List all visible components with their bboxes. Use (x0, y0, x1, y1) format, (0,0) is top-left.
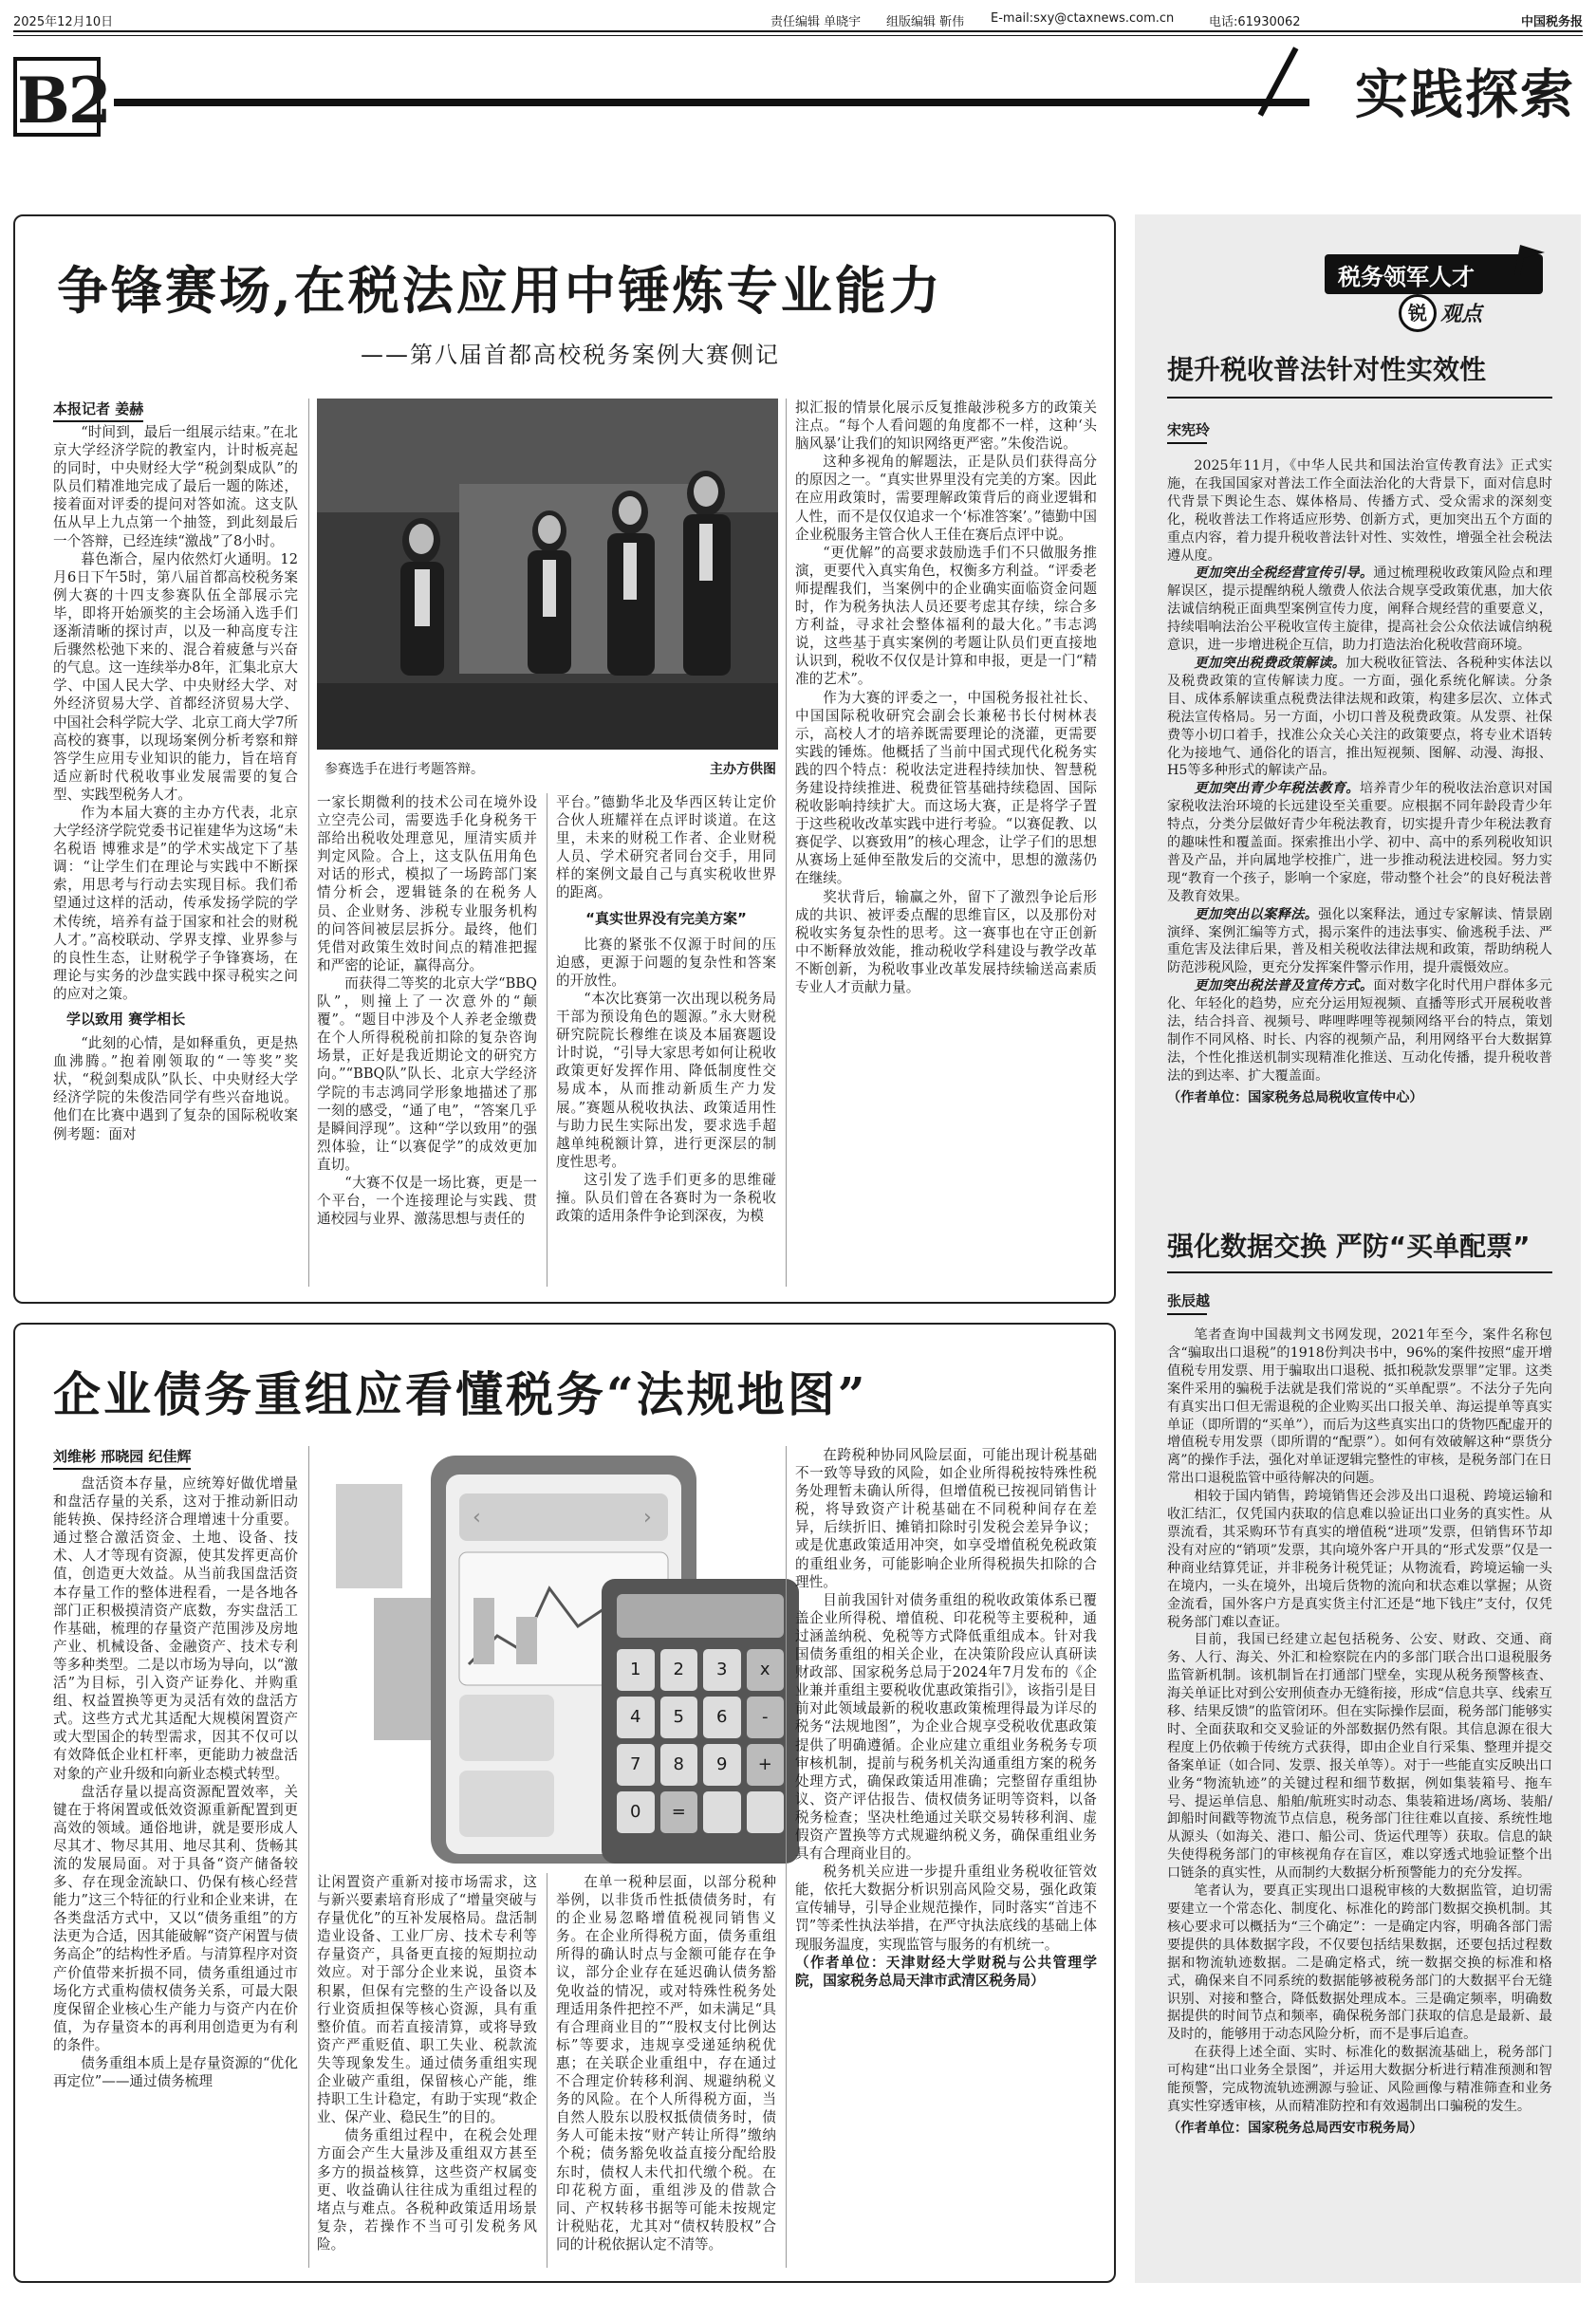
paragraph: 作为大赛的评委之一，中国税务报社社长、中国国际税收研究会副会长兼秘书长付树林表示，高校人才的培养既需要理论的浇灌，更需要实践的锤炼。他概括了当前中国式现代化税务实践的四个特点：税收法定进程持续加快、智慧税务建设持续推进、税费征管基础持续稳固、国际税收影响持续扩大。而这场大赛，正是将学子置于这些税收改革实践中进行考验。“以赛促教、以赛促学、以赛致用”的核心理念，让学子们的思想从赛场上延伸至散发后的交流中，思想的激荡仍在继续。 (795, 689, 1097, 887)
paragraph: “更优解”的高要求鼓励选手们不只做服务推演，更要代入真实角色，权衡多方利益。“评委老师提醒我们，当案例中的企业确实面临资金问题时，作为税务执法人员还要考虑其存续，综合多方利益，寻求社会整体福利的最大化。”韦志鸿说，这些基于真实案例的考题让队员们更直接地认识到，税收不仅仅是计算和申报，更是一门“精准的艺术”。 (795, 544, 1097, 688)
paragraph-lead: 更加突出青少年税法教育。 (1194, 781, 1360, 797)
masthead (13, 8, 1583, 28)
paragraph: “时间到，最后一组展示结束。”在北京大学经济学院的教室内，计时板亮起的同时，中央财经大学“税剑梨成队”的队员们精准地完成了最后一题的陈述，接着面对评委的提问对答如流。这支队伍从早上九点第一个抽签，到此刻最后一个答辩，已经连续“激战”了8小时。 (53, 424, 298, 549)
calculator-key: 1 (617, 1649, 655, 1691)
badge-title: 税务领军人才 (1338, 264, 1475, 290)
paragraph-text: 培养青少年的税收法治意识对国家税收法治环境的长远建设至关重要。应根据不同年龄段青少年特点，分类分层做好青少年税法教育，切实提升青少年税法教育的趣味性和覆盖面。探索推出小学、初中、高中的系列税收知识普及产品，并向属地学校推广，进一步推动税法进校园。努力实现“教育一个孩子，影响一个家庭，带动整个社会”的良好税法普及教育效果。 (1167, 781, 1552, 904)
article2-byline: 刘维彬 邢晓园 纪佳辉 (53, 1446, 191, 1470)
sidebar-article2-byline: 张辰越 (1167, 1292, 1211, 1309)
article2-title: 企业债务重组应看懂税务“法规地图” (53, 1366, 868, 1422)
sidebar-rule (1167, 397, 1552, 399)
paragraph-text: 通过梳理税收政策风险点和理解误区，提示提醒纳税人缴费人依法合规享受政策优惠，加大依法诚信纳税正面典型案例宣传力度，阐释合规经营的重要意义，持续唱响法治公平税收宣传主旋律，提高社会公众依法诚信纳税意识，进一步增进税企互信，助力打造法治化税收营商环境。 (1167, 566, 1552, 654)
paragraph: 债务重组过程中，在税会处理方面会产生大量涉及重组双方甚至多方的损益核算，这些资产权属变更、收益确认往往成为重组过程的堵点与难点。各税种政策适用场景复杂，若操作不当可引发税务风险。 (317, 2127, 537, 2253)
paragraph: 在单一税种层面，以部分税种举例，以非货币性抵债债务时，有的企业易忽略增值税视同销售义务。在企业所得税方面，债务重组所得的确认时点与金额可能存在争议，部分企业存在延迟确认债务豁免收益的情况，或对特殊性税务处理适用条件把控不严，如未满足“具有合理商业目的”“股权支付比例达标”等要求，违规享受递延纳税优惠；在关联企业重组中，存在通过不合理定价转移利润、规避纳税义务的风险。在个人所得税方面，当自然人股东以股权抵债债务时，债务人可能未按“财产转让所得”缴纳个税；债务豁免收益直接分配给股东时，债权人未代扣代缴个税。在印花税方面，重组涉及的借款合同、产权转移书据等可能未按规定计税贴花，尤其对“债权转股权”合同的计税依据认定不清等。 (556, 1874, 776, 2253)
article1-column-3 (556, 793, 776, 1287)
article1-photo (317, 399, 778, 750)
article2-column-2 (317, 1873, 537, 2268)
article2-author-unit: （作者单位：天津财经大学财税与公共管理学院，国家税务总局天津市武清区税务局） (795, 1954, 1097, 1989)
paragraph: “大赛不仅是一场比赛，更是一个平台，一个连接理论与实践、贯通校园与业界、激荡思想与责任的 (317, 1174, 537, 1228)
sidebar-byline-rule (1167, 442, 1207, 444)
calculator-key: 0 (617, 1791, 655, 1833)
sidebar-article2-body (1167, 1326, 1552, 2275)
paragraph: 平台。”德勤华北及华西区转让定价合伙人班耀祥在点评时谈道。在这里，未来的财税工作者、企业财税人员、学术研究者同台交手，用同样的案例文最自己与真实税收世界的距离。 (556, 794, 776, 901)
newspaper-name: 中国税务报 (1520, 15, 1583, 29)
calculator-key: + (747, 1744, 785, 1786)
paragraph (1167, 780, 1552, 905)
calculator-key: 4 (617, 1697, 655, 1738)
paragraph (1167, 565, 1552, 655)
calculator-key: = (660, 1791, 698, 1833)
paragraph-text: 强化以案释法，通过专家解读、情景剧演绎、案例汇编等方式，揭示案件的违法事实、偷逃税手法、严重危害及法律后果，普及相关税收法律法规和政策，帮助纳税人防范涉税风险，更充分发挥案件警示作用，提升震慑效应。 (1167, 906, 1552, 976)
sidebar-rule (1167, 1271, 1552, 1273)
paragraph: 在跨税种协同风险层面，可能出现计税基础不一致等导致的风险，如企业所得税按特殊性税务处理暂未确认所得，但增值税已按视同销售计税，将导致资产计税基础在不同税种间存在差异，后续折旧、摊销扣除时引发税会差异争议；或是优惠政策适用冲突，如享受增值税免税政策的重组业务，可能影响企业所得税损失扣除的合理性。 (795, 1447, 1097, 1590)
calculator-keypad (617, 1649, 784, 1833)
svg-text:›: › (643, 1506, 652, 1530)
sidebar-byline-rule (1167, 1313, 1207, 1315)
calculator-key: 9 (703, 1744, 741, 1786)
badge-seal: 锐 (1399, 294, 1437, 332)
calculator-key: 6 (703, 1697, 741, 1738)
editor-email: E-mail:sxy@ctaxnews.com.cn (991, 11, 1175, 26)
page-number: B2 (13, 57, 101, 137)
paragraph: 比赛的紧张不仅源于时间的压迫感，更源于问题的复杂性和答案的开放性。 (556, 936, 776, 989)
paragraph: 债务重组本质上是存量资源的“优化再定位”——通过债务梳理 (53, 2055, 298, 2090)
header-bar (114, 99, 1309, 106)
paragraph-text: 2025年11月，《中华人民共和国法治宣传教育法》正式实施，在我国国家对普法工作全面法治化的大背景下，面对信息时代背景下舆论生态、媒体格局、传播方式、受众需求的深刻变化，税收普法工作将适应形势、创新方式，更加突出五个方面的重点内容，着力提升税收普法针对性、实效性，增强全社会税法遵从度。 (1167, 458, 1552, 564)
article1-subhead-2: “真实世界没有完美方案” (585, 909, 747, 927)
responsible-editor: 责任编辑 单晓宇 (770, 15, 862, 29)
editor-phone: 电话:61930062 (1209, 15, 1301, 29)
paragraph: 相较于国内销售，跨境销售还会涉及出口退税、跨境运输和收汇结汇，仅凭国内获取的信息难以验证出口业务的真实性。从票流看，其采购环节有真实的增值税“进项”发票，但销售环节却没有对应的“销项”发票，其向境外客户开具的“形式发票”仅是一种商业结算凭证，并非税务计税凭证；从物流看，跨境运输一头在境内，一头在境外，出境后货物的流向和状态难以掌握；从资金流看，国外客户方是真实货主付汇还是“地下钱庄”支付，仅凭税务部门难以查证。 (1167, 1489, 1552, 1630)
flag-icon (1511, 241, 1549, 279)
top-rule-thin (13, 35, 1583, 36)
article1-byline: 本报记者 姜赫 (53, 399, 143, 422)
paragraph: “此刻的心情，是如释重负，更是热血沸腾。”抱着刚领取的“一等奖”奖状，“税剑梨成队”队长、中央财经大学经济学院的朱俊浩同学有些兴奋地说。他们在比赛中遇到了复杂的国际税收案例考题：面对 (53, 1035, 298, 1142)
sidebar-article2-title: 强化数据交换 严防“买单配票” (1167, 1231, 1531, 1262)
paragraph: 暮色渐合，屋内依然灯火通明。12月6日下午5时，第八届首都高校税务案例大赛的十四支参赛队伍全部展示完毕，即将开始颁奖的主会场涌入选手们逐渐清晰的探讨声，以及一种高度专注后骤然松弛下来的、混合着疲惫与兴奋的气息。这一连续举办8年，汇集北京大学、中国人民大学、中央财经大学、对外经济贸易大学、首都经济贸易大学、中国社会科学院大学、北京工商大学7所高校的赛事，以现场案例分析考察和辩答学生应用专业知识的能力，旨在培育适应新时代税收事业发展需要的复合型、实践型税务人才。 (53, 550, 298, 803)
paragraph (1167, 457, 1552, 565)
svg-text:‹: ‹ (473, 1506, 481, 1530)
paragraph: 一家长期微利的技术公司在境外设立空壳公司，需要选手化身税务干部给出税收处理意见，厘清实质并判定风险。合上，这支队伍用角色对话的形式，模拟了一场跨部门案情分析会，逻辑链条的在税务人员、企业财务、涉税专业服务机构的问答间被层层拆分。最终，他们凭借对政策生效时间点的精准把握和严密的论证，赢得高分。 (317, 794, 537, 974)
article2-column-1 (53, 1475, 298, 2268)
article2-illustration (317, 1446, 799, 1864)
paragraph: 税务机关应进一步提升重组业务税收征管效能，依托大数据分析识别高风险交易，强化政策宣传辅导，引导企业规范操作，同时落实“首违不罚”等柔性执法举措，在严守执法底线的基础上体现服务温度，实现监管与服务的有机统一。 (795, 1864, 1097, 1953)
opinion-sidebar (1135, 214, 1581, 2283)
top-rule (13, 30, 1583, 32)
calculator-key: x (747, 1649, 785, 1691)
calculator-key (747, 1791, 785, 1833)
paragraph: 让闲置资产重新对接市场需求，这与新兴要素培育形成了“增量突破与存量优化”的互补发展格局。盘活制造业设备、工业厂房、技术专利等存量资产，具备更直接的短期拉动效应。对于部分企业来说，虽资本积累，但保有完整的生产设备以及行业资质担保等核心资源，具有重整价值。而若直接清算，或将导致资产严重贬值、职工失业、税款流失等现象发生。通过债务重组实现企业破产重组，保留核心产能，维持职工生计稳定，有助于实现“救企业、保产业、稳民生”的目的。 (317, 1874, 537, 2126)
paragraph-text: 加大税收征管法、各税种实体法以及税费政策的宣传解读力度。一方面，强化系统化解读。分条目、成体系解读重点税费法律法规和政策，构建多层次、立体式税法宣传格局。另一方面，小切口普及税费政策。从发票、社保费等小切口着手，找准公众关心关注的政策要点，将专业术语转化为接地气、通俗化的语言，推出短视频、图解、动漫、海报、H5等多种形式的解读产品。 (1167, 655, 1552, 779)
photo-credit: 主办方供图 (710, 762, 776, 777)
paragraph-lead: 更加突出以案释法。 (1194, 906, 1319, 922)
paragraph: 在获得上述全面、实时、标准化的数据流基础上，税务部门可构建“出口业务全景图”，并运用大数据分析进行精准预测和智能预警，完成物流轨迹溯源与验证、风险画像与精准筛查和业务真实性穿透审核，从而精准防控和有效遏制出口骗税的发生。 (1167, 2045, 1552, 2114)
sidebar-article1-byline: 宋宪玲 (1167, 421, 1211, 438)
sidebar-article1-body (1167, 457, 1552, 1197)
calculator-key (703, 1791, 741, 1833)
article2-column-4 (795, 1446, 1097, 2268)
column-badge (1325, 241, 1552, 336)
photo-caption: 参赛选手在进行考题答辩。 (325, 762, 484, 777)
paragraph (1167, 977, 1552, 1085)
calculator-key: 5 (660, 1697, 698, 1738)
column-divider (786, 399, 787, 1287)
paragraph: 拟汇报的情景化展示反复推敲涉税多方的政策关注点。“每个人看问题的角度都不一样，这种‘头脑风暴’让我们的知识网络更严密。”朱俊浩说。 (795, 399, 1097, 453)
section-title: 实践探索 (1355, 64, 1575, 126)
paragraph: 这引发了选手们更多的思维碰撞。队员们曾在各赛时为一条税收政策的适用条件争论到深夜，为模 (556, 1171, 776, 1225)
paragraph: 作为本届大赛的主办方代表，北京大学经济学院党委书记崔建华为这场“未名税语 博雅求是”的学术实战定下了基调：“让学生们在理论与实践中不断探索，用思考与行动去实现目标。我们希望通过这样的活动，传承发扬学院的学术传统，培养有益于国家和社会的财税人才。”高校联动、学界支撑、业界参与的良性生态，让财税学子争锋赛场，在理论与实务的沙盘实践中探寻税实之问的应对之策。 (53, 804, 298, 1002)
calculator-key: - (747, 1697, 785, 1738)
article1-column-2 (317, 793, 537, 1287)
column-divider (308, 399, 309, 1287)
sidebar-article1-title: 提升税收普法针对性实效性 (1167, 354, 1487, 385)
paragraph: 这种多视角的解题法，正是队员们获得高分的原因之一。“真实世界里没有完美的方案。因此在应用政策时，需要理解政策背后的商业逻辑和人性，而不是仅仅追求一个‘标准答案’。”德勤中国企业税服务主管合伙人王佳在赛后点评中说。 (795, 454, 1097, 543)
calculator-key: 2 (660, 1649, 698, 1691)
paragraph-lead: 更加突出税费政策解读。 (1194, 655, 1346, 671)
layout-editor: 组版编辑 靳伟 (886, 15, 965, 29)
paragraph: 笔者查询中国裁判文书网发现，2021年至今，案件名称包含“骗取出口退税”的1918份判决书中，96%的案件按照“虚开增值税专用发票、用于骗取出口退税、抵扣税款发票罪”定罪。这类案件采用的骗税手法就是我们常说的“买单配票”。不法分子先向有真实出口但无需退税的企业购买出口报关单、海运提单等真实单证（即所谓的“买单”），而后为这些真实出口的货物匹配虚开的增值税专用发票（即所谓的“配票”）。如何有效破解这种“票货分离”的操作手法，强化对单证逻辑完整性的审核，是税务部门在日常出口退税监管中亟待解决的问题。 (1167, 1327, 1552, 1487)
article1-subhead-1: 学以致用 赛学相长 (66, 1011, 186, 1028)
calculator-key: 7 (617, 1744, 655, 1786)
article1-title: 争锋赛场,在税法应用中锤炼专业能力 (57, 260, 943, 321)
paragraph (1167, 655, 1552, 780)
photo-illustration (317, 399, 778, 750)
column-divider (308, 1446, 309, 2268)
issue-date: 2025年12月10日 (13, 15, 114, 29)
paragraph: 目前，我国已经建立起包括税务、公安、财政、交通、商务、人行、海关、外汇和检察院在内的多部门联合出口退税服务监管新机制。该机制旨在打通部门壁垒，实现从税务预警核查、海关单证比对到公安刑侦查办无缝衔接，形成“信息共享、线索互移、结果反馈”的监管闭环。但在实际操作层面，税务部门能够实时、全面获取和交叉验证的外部数据仍然有限。其信息源在很大程度上仍依赖于传统方式获得，即由企业自行采集、整理并提交备案单证（如合同、发票、报关单等）。对于一些能直实反映出口业务“物流轨迹”的关键过程和细节数据，例如集装箱号、拖车号、提运单信息、船舶/航班实时动态、集装箱进场/离场、装船/卸船时间戳等物流节点信息，税务部门往往难以直接、系统性地从源头（如海关、港口、船公司、货运代理等）获取。信息的缺失使得税务部门的审核视角存在盲区，难以穿透式地验证整个出口链条的真实性，从而制约大数据分析预警能力的充分发挥。 (1167, 1632, 1552, 1882)
calculator-key: 8 (660, 1744, 698, 1786)
article1-column-4 (795, 399, 1097, 1287)
paragraph-text: 面对数字化时代用户群体多元化、年轻化的趋势，应充分运用短视频、直播等形式开展税收普法，结合抖音、视频号、哔哩哔哩等视频网络平台的特点，策划制作不同风格、时长、内容的视频产品，利用网络平台大数据算法，个性化推送机制实现精准化推送、互动化传播，提升税收普法的到达率、扩大覆盖面。 (1167, 978, 1552, 1084)
paragraph: 盘活资本存量，应统筹好做优增量和盘活存量的关系，这对于推动新旧动能转换、保持经济合理增速十分重要。通过整合激活资金、土地、设备、技术、人才等现有资源，使其发挥更高价值，创造更大效益。从当前我国盘活资本存量工作的整体进程看，一是各地各部门正积极摸清资产底数，夯实盘活工作基础，梳理的存量资产范围涉及房地产业、机械设备、金融资产、技术专利等多种类型。二是以市场为导向，以“激活”为目标，引入资产证券化、并购重组、权益置换等更为灵活有效的盘活方式。这些方式尤其适配大规模闲置资产或大型国企的转型需求，因其不仅可以有效降低企业杠杆率，更能助力被盘活对象的产业升级和向新业态模式转型。 (53, 1475, 298, 1782)
badge-subtitle: 观点 (1440, 302, 1483, 326)
sidebar-article1-unit: （作者单位：国家税务总局税收宣传中心） (1167, 1089, 1423, 1105)
article1-column-1 (53, 423, 298, 1287)
paragraph: “本次比赛第一次出现以税务局干部为预设角色的题源。”永大财税研究院院长穆维在谈及本届赛题设计时说，“引导大家思考如何让税收政策更好发挥作用、降低制度性交易成本，从而推动新质生产力发展。”赛题从税收执法、政策适用性与助力民生实际出发，要求选手超越单纯税额计算，进行更深层的制度性思考。 (556, 990, 776, 1170)
paragraph: 目前我国针对债务重组的税收政策体系已覆盖企业所得税、增值税、印花税等主要税种，通过涵盖纳税、免税等方式降低重组成本。针对我国债务重组的相关企业，在决策阶段应认真研读财政部、国家税务总局于2024年7月发布的《企业兼并重组主要税收优惠政策指引》，该指引是目前对此领域最新的税收惠政策梳理得最为详尽的税务“法规地图”，为企业合规享受税收优惠政策提供了明确遵循。企业应建立重组业务税务专项审核机制，提前与税务机关沟通重组方案的税务处理方式，确保政策适用准确；完整留存重组协议、资产评估报告、债权债务证明等资料，以备税务检查；坚决杜绝通过关联交易转移利润、虚假资产置换等方式规避纳税义务，确保重组业务具有合理商业目的。 (795, 1591, 1097, 1863)
sidebar-article2-unit: （作者单位：国家税务总局西安市税务局） (1167, 2120, 1423, 2136)
article1-subtitle: ——第八届首都高校税务案例大赛侧记 (361, 342, 780, 368)
article2-column-3 (556, 1873, 776, 2268)
paragraph: 而获得二等奖的北京大学“BBQ队”，则撞上了一次意外的“颠覆”。“题目中涉及个人养老金缴费在个人所得税税前扣除的复杂咨询场景，正好是我近期论文的研究方向。”“BBQ队”队长、北京大学经济学院的韦志鸿同学形象地描述了那一刻的感受，“通了电”，“答案几乎是瞬间浮现”。这种“学以致用”的强烈体验，让“以赛促学”的成效更加直切。 (317, 974, 537, 1173)
paragraph-lead: 更加突出全税经营宣传引导。 (1194, 566, 1374, 582)
paragraph: 盘活存量以提高资源配置效率，关键在于将闲置或低效资源重新配置到更高效的领域。通俗地讲，就是要形成人尽其才、物尽其用、地尽其利、货畅其流的发展局面。对于具备“资产储备较多、存在现金流缺口、仍保有核心经营能力”这三个特征的行业和企业来讲，在各类盘活方式中，又以“债务重组”的方法更为合适，因其能破解“资产闲置与债务高企”的结构性矛盾。与清算程序对资产价值带来折损不同，债务重组通过市场化方式重构债权债务关系，可最大限度保留企业核心生产能力与资产内在价值，为存量资本的再利用创造更为有利的条件。 (53, 1783, 298, 2053)
paragraph (1167, 906, 1552, 978)
column-divider (786, 1446, 787, 2268)
calculator-key: 3 (703, 1649, 741, 1691)
paragraph: 笔者认为，要真正实现出口退税审核的大数据监管，迫切需要建立一个常态化、制度化、标准化的跨部门数据交换机制。其核心要求可以概括为“三个确定”：一是确定内容，明确各部门需要提供的具体数据字段，不仅要包括结果数据，还要包括过程数据和物流轨迹数据。二是确定格式，统一数据交换的标准和格式，确保来自不同系统的数据能够被税务部门的大数据平台无缝识别、对接和整合，降低数据处理成本。三是确定频率，明确数据提供的时间节点和频率，确保税务部门获取的信息是最新、最及时的，能够用于动态风险分析，而不是事后追查。 (1167, 1883, 1552, 2043)
paragraph-lead: 更加突出税法普及宣传方式。 (1194, 978, 1374, 994)
paragraph: 奖状背后，输赢之外，留下了激烈争论后形成的共识、被评委点醒的思维盲区，以及那份对税收实务复杂性的思考。这一赛事也在守正创新中不断释放效能，推动税收学科建设与教学改革不断创新，为税收事业改革发展持续输送高素质专业人才贡献力量。 (795, 888, 1097, 995)
